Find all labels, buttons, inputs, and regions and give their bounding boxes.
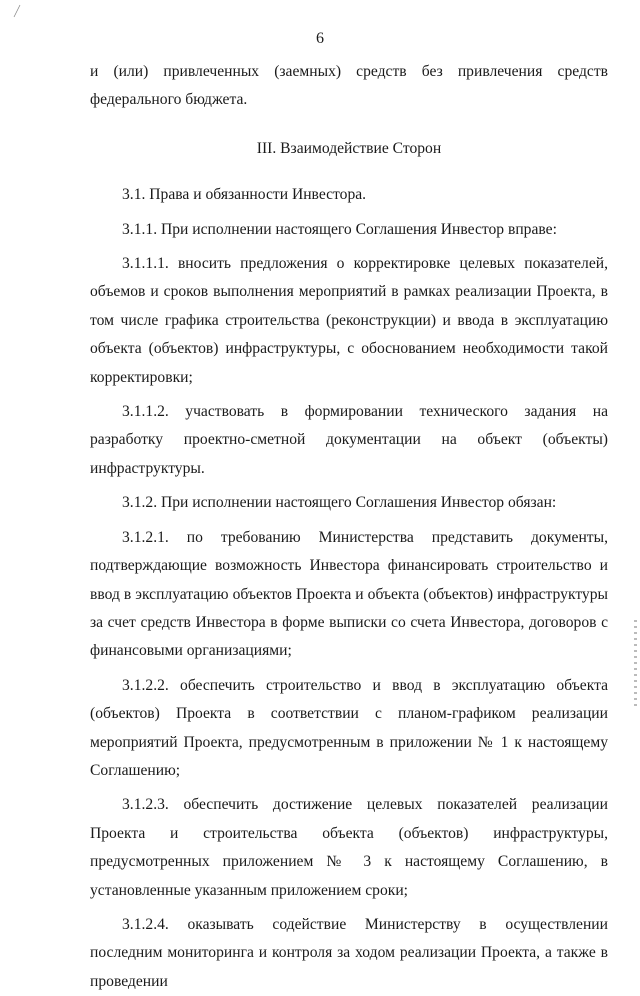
paragraph-continuation: и (или) привлеченных (заемных) средств без привлечения средств федерального бюджета. <box>90 63 608 109</box>
paragraph-3-1-2-1: 3.1.2.1. по требованию Министерства представить документы, подтверждающие возможность Инвестора финансировать строительство и ввод в эксплуатацию объектов Проекта и объекта (объектов) инфраструктуры за счет средств Инвестора в форме выписки со счета Инвестора, договоров с финансовыми организациями; <box>90 528 608 660</box>
scan-artifact-mark <box>12 4 22 18</box>
paragraph-3-1-2-4: 3.1.2.4. оказывать содействие Министерству в осуществлении последним мониторинга и контроля за ходом реализации Проекта, а также в проведении <box>90 915 608 990</box>
section-heading: III. Взаимодействие Сторон <box>256 139 442 157</box>
document-body <box>90 58 608 996</box>
paragraph-3-1-2-3: 3.1.2.3. обеспечить достижение целевых показателей реализации Проекта и строительства объекта (объектов) инфраструктуры, предусмотренных приложением № 3 к настоящему Соглашению, в установленные указанным приложением сроки; <box>90 796 608 899</box>
page-number: 6 <box>316 30 324 47</box>
paragraph-3-1-2: 3.1.2. При исполнении настоящего Соглашения Инвестор обязан: <box>122 494 557 512</box>
paragraph-3-1-1: 3.1.1. При исполнении настоящего Соглашения Инвестор вправе: <box>122 220 557 238</box>
paragraph-3-1-1-2: 3.1.1.2. участвовать в формировании технического задания на разработку проектно-сметной документации на объект (объекты) инфраструктуры. <box>90 403 608 477</box>
paragraph-3-1-1-1: 3.1.1.1. вносить предложения о корректировке целевых показателей, объемов и сроков выполнения мероприятий в рамках реализации Проекта, в том числе графика строительства (реконструкции) и ввода в эксплуатацию объекта (объектов) инфраструктуры, с обоснованием необходимости такой корректировки; <box>90 255 608 386</box>
scan-edge-artifact <box>634 620 637 710</box>
paragraph-3-1-2-2: 3.1.2.2. обеспечить строительство и ввод в эксплуатацию объекта (объектов) Проекта в соответствии с планом-графиком реализации мероприятий Проекта, предусмотренным в приложении № 1 к настоящему Соглашению; <box>90 676 608 779</box>
paragraph-3-1: 3.1. Права и обязанности Инвестора. <box>122 186 367 204</box>
